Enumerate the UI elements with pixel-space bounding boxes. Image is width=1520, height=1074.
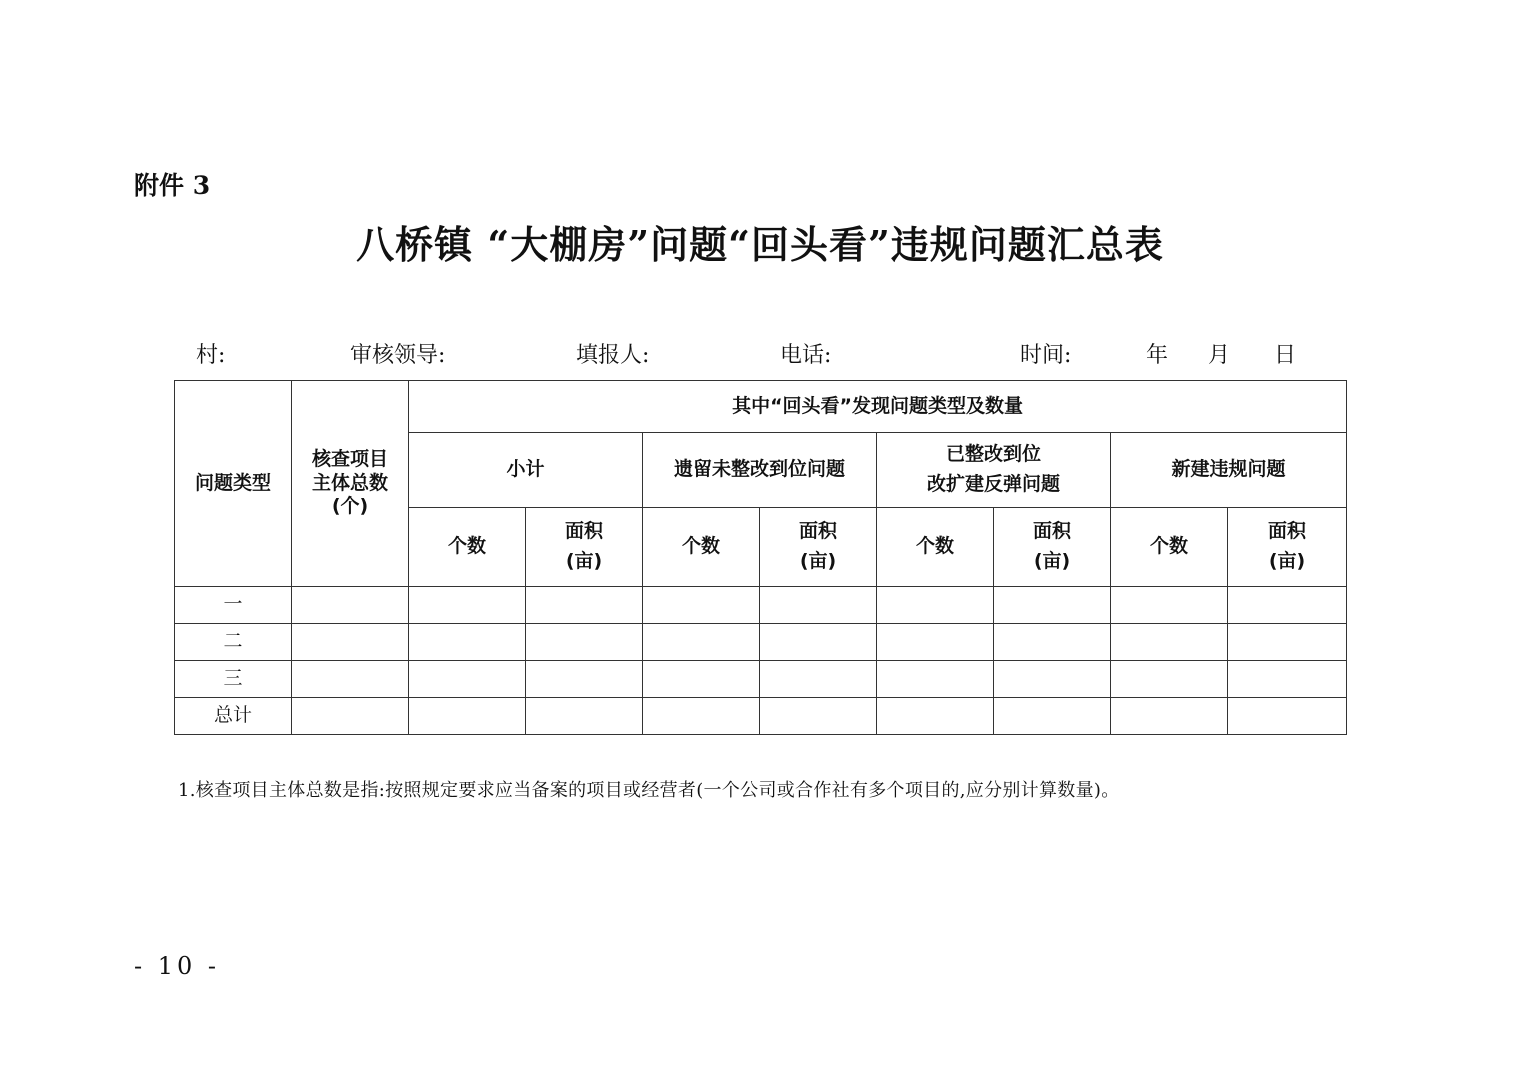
data-cell[interactable] bbox=[1111, 587, 1228, 624]
data-cell[interactable] bbox=[409, 624, 526, 661]
row-label: 总计 bbox=[175, 698, 292, 735]
header-area: 面积 (亩) bbox=[526, 508, 643, 587]
summary-table bbox=[174, 380, 1347, 735]
data-cell[interactable] bbox=[526, 661, 643, 698]
data-cell[interactable] bbox=[1228, 661, 1347, 698]
data-cell[interactable] bbox=[643, 698, 760, 735]
data-cell[interactable] bbox=[760, 624, 877, 661]
phone-label: 电话: bbox=[780, 343, 832, 368]
table-row bbox=[175, 624, 1347, 661]
header-count: 个数 bbox=[643, 508, 760, 587]
reviewer-label: 审核领导: bbox=[350, 343, 446, 368]
data-cell[interactable] bbox=[643, 587, 760, 624]
header-rebound: 已整改到位 改扩建反弹问题 bbox=[877, 433, 1111, 508]
table-row-total bbox=[175, 698, 1347, 735]
data-cell[interactable] bbox=[1111, 661, 1228, 698]
data-cell[interactable] bbox=[994, 587, 1111, 624]
data-cell[interactable] bbox=[292, 587, 409, 624]
data-cell[interactable] bbox=[760, 698, 877, 735]
data-cell[interactable] bbox=[292, 661, 409, 698]
data-cell[interactable] bbox=[877, 661, 994, 698]
row-label: 一 bbox=[175, 587, 292, 624]
header-total-subjects: 核查项目 主体总数 (个) bbox=[292, 381, 409, 587]
data-cell[interactable] bbox=[409, 661, 526, 698]
time-label: 时间: bbox=[1020, 343, 1072, 368]
data-cell[interactable] bbox=[1111, 624, 1228, 661]
data-cell[interactable] bbox=[994, 661, 1111, 698]
data-cell[interactable] bbox=[643, 661, 760, 698]
data-cell[interactable] bbox=[643, 624, 760, 661]
data-cell[interactable] bbox=[1111, 698, 1228, 735]
data-cell[interactable] bbox=[1228, 587, 1347, 624]
data-cell[interactable] bbox=[1228, 698, 1347, 735]
row-label: 二 bbox=[175, 624, 292, 661]
header-legacy: 遗留未整改到位问题 bbox=[643, 433, 877, 508]
data-cell[interactable] bbox=[526, 698, 643, 735]
data-cell[interactable] bbox=[1228, 624, 1347, 661]
page-number: - 10 - bbox=[134, 952, 221, 980]
data-cell[interactable] bbox=[526, 624, 643, 661]
data-cell[interactable] bbox=[760, 587, 877, 624]
data-cell[interactable] bbox=[292, 698, 409, 735]
header-count: 个数 bbox=[877, 508, 994, 587]
header-problem-type: 问题类型 bbox=[175, 381, 292, 587]
header-area: 面积 (亩) bbox=[1228, 508, 1347, 587]
header-new-violation: 新建违规问题 bbox=[1111, 433, 1347, 508]
header-area: 面积 (亩) bbox=[760, 508, 877, 587]
data-cell[interactable] bbox=[760, 661, 877, 698]
header-review-group: 其中“回头看”发现问题类型及数量 bbox=[409, 381, 1347, 433]
document-title: 八桥镇 “大棚房”问题“回头看”违规问题汇总表 bbox=[356, 222, 1164, 267]
day-label: 日 bbox=[1274, 343, 1297, 368]
filler-label: 填报人: bbox=[576, 343, 650, 368]
month-label: 月 bbox=[1208, 343, 1231, 368]
header-count: 个数 bbox=[409, 508, 526, 587]
data-cell[interactable] bbox=[877, 587, 994, 624]
attachment-label: 附件 3 bbox=[134, 171, 211, 200]
year-label: 年 bbox=[1146, 343, 1169, 368]
data-cell[interactable] bbox=[994, 698, 1111, 735]
data-cell[interactable] bbox=[292, 624, 409, 661]
header-subtotal: 小计 bbox=[409, 433, 643, 508]
footnote: 1.核查项目主体总数是指:按照规定要求应当备案的项目或经营者(一个公司或合作社有多个项目的,应分别计算数量)。 bbox=[178, 780, 1120, 801]
table-row bbox=[175, 587, 1347, 624]
table-row bbox=[175, 661, 1347, 698]
data-cell[interactable] bbox=[409, 587, 526, 624]
data-cell[interactable] bbox=[877, 624, 994, 661]
data-cell[interactable] bbox=[877, 698, 994, 735]
data-cell[interactable] bbox=[409, 698, 526, 735]
header-count: 个数 bbox=[1111, 508, 1228, 587]
header-area: 面积 (亩) bbox=[994, 508, 1111, 587]
village-label: 村: bbox=[196, 343, 226, 368]
row-label: 三 bbox=[175, 661, 292, 698]
data-cell[interactable] bbox=[994, 624, 1111, 661]
data-cell[interactable] bbox=[526, 587, 643, 624]
